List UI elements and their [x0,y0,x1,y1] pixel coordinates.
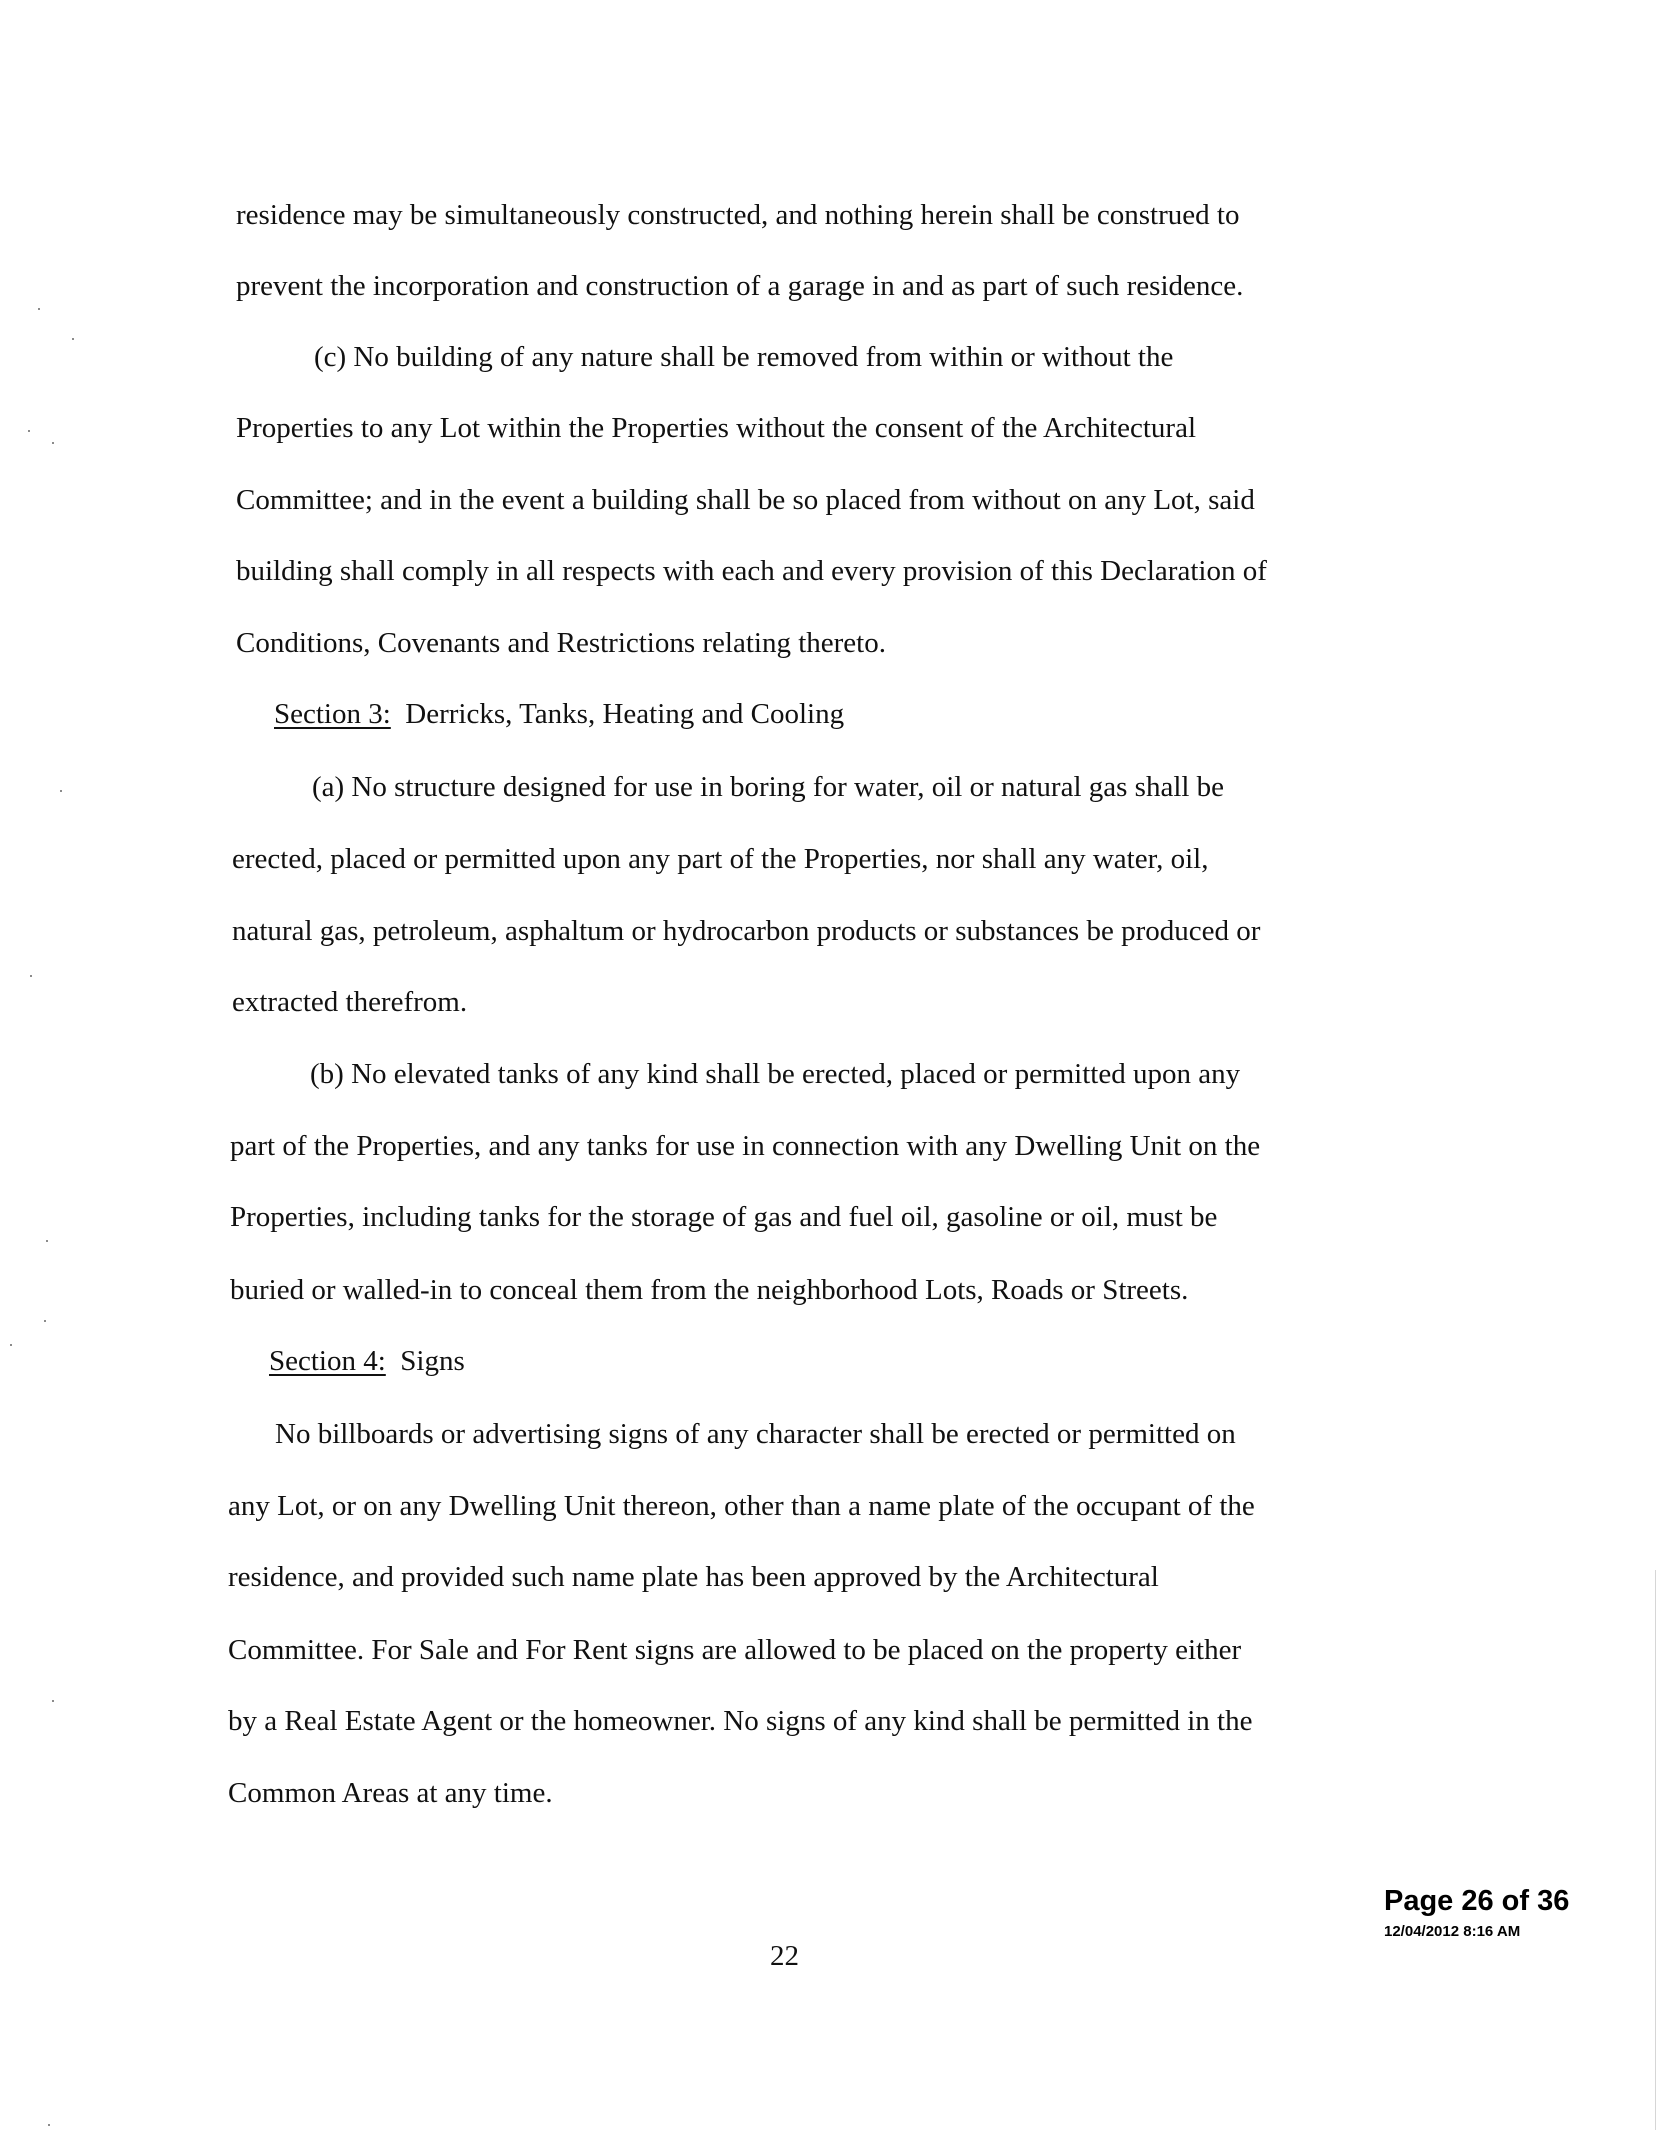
body-line: Common Areas at any time. [228,1777,553,1809]
body-line: any Lot, or on any Dwelling Unit thereon, other than a name plate of the occupant of the [228,1490,1255,1522]
scan-edge-line [1655,1570,1656,2130]
scan-speck [30,975,32,977]
body-line: natural gas, petroleum, asphaltum or hydrocarbon products or substances be produced or [232,915,1261,947]
body-line: Properties to any Lot within the Properties without the consent of the Architectural [236,412,1197,444]
body-line: erected, placed or permitted upon any part of the Properties, nor shall any water, oil, [232,843,1209,875]
body-line: Conditions, Covenants and Restrictions relating thereto. [236,627,886,659]
section-3-title: Derricks, Tanks, Heating and Cooling [405,698,845,730]
section-3-label: Section 3: [274,698,391,730]
body-line: by a Real Estate Agent or the homeowner. No signs of any kind shall be permitted in the [228,1705,1253,1737]
section-4-title: Signs [400,1345,465,1377]
body-line: (c) No building of any nature shall be removed from within or without the [314,341,1174,373]
scan-speck [44,1320,46,1322]
body-line: (b) No elevated tanks of any kind shall be erected, placed or permitted upon any [310,1058,1241,1090]
body-line: building shall comply in all respects with each and every provision of this Declaration of [236,555,1267,587]
body-line: No billboards or advertising signs of any character shall be erected or permitted on [275,1418,1236,1450]
body-line: residence, and provided such name plate has been approved by the Architectural [228,1561,1159,1593]
body-line: buried or walled-in to conceal them from the neighborhood Lots, Roads or Streets. [230,1274,1189,1306]
body-line: residence may be simultaneously constructed, and nothing herein shall be construed to [236,199,1240,231]
section-4-heading [269,1347,465,1376]
body-line: Committee; and in the event a building shall be so placed from without on any Lot, said [236,484,1255,516]
scan-speck [52,442,54,444]
scan-speck [38,308,40,310]
scan-speck [10,1344,12,1346]
page-number: 22 [770,1940,799,1972]
body-line: Committee. For Sale and For Rent signs are allowed to be placed on the property either [228,1634,1242,1666]
body-line: part of the Properties, and any tanks for use in connection with any Dwelling Unit on the [230,1130,1261,1162]
scan-speck [52,1700,54,1702]
scan-speck [60,790,62,792]
section-4-label: Section 4: [269,1345,386,1377]
body-line: prevent the incorporation and construction of a garage in and as part of such residence. [236,270,1244,302]
body-line: Properties, including tanks for the storage of gas and fuel oil, gasoline or oil, must be [230,1201,1218,1233]
body-line: (a) No structure designed for use in boring for water, oil or natural gas shall be [312,771,1225,803]
scan-speck [48,2124,50,2126]
scan-speck [72,338,74,340]
recording-timestamp: 12/04/2012 8:16 AM [1384,1923,1521,1940]
body-line: extracted therefrom. [232,986,468,1018]
section-3-heading [274,700,844,729]
scan-speck [28,430,30,432]
recording-page-stamp: Page 26 of 36 [1384,1885,1570,1917]
scan-speck [46,1240,48,1242]
